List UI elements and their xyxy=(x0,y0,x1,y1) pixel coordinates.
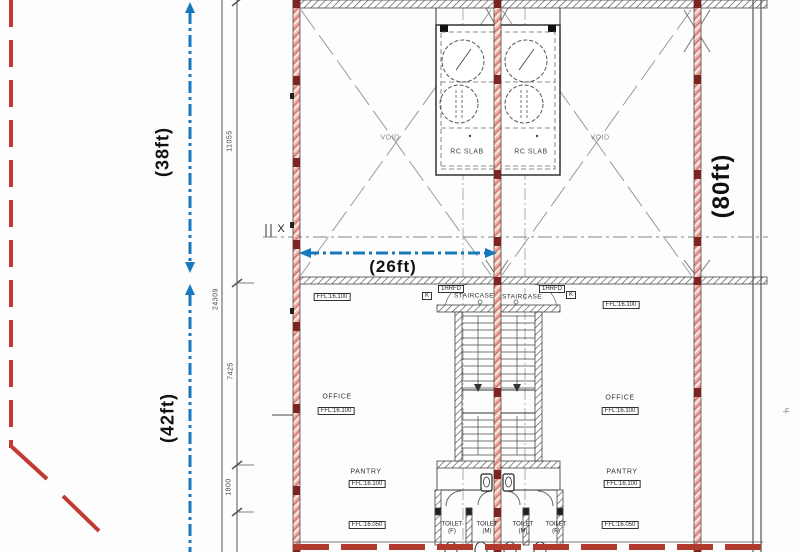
pantry-label-left: PANTRY xyxy=(350,468,382,476)
grid-label-x: X xyxy=(277,223,285,235)
dimension-label-26ft: (26ft) xyxy=(369,257,417,276)
toilet-gender: (M) xyxy=(482,528,492,534)
cistern-fixture xyxy=(481,474,492,491)
dimension-1800: 1800 xyxy=(225,478,233,496)
ffl-box-upper-right: FFL:16.100 xyxy=(603,301,640,309)
toilet-name: TOILET xyxy=(545,521,567,528)
k-marker-right: K xyxy=(566,291,576,299)
toilet-gender: (F) xyxy=(552,528,560,534)
fire-door-tag-left: 1HRFD xyxy=(438,285,464,293)
toilet-label xyxy=(513,521,534,534)
ffl-box-office-right: FFL:16.100 xyxy=(602,407,639,415)
ffl-box-low-left: FFL:16.050 xyxy=(349,521,386,529)
ffl-box-pantry-left: FFL:16.100 xyxy=(349,480,386,488)
toilet-name: TOILET xyxy=(512,521,534,528)
toilet-label xyxy=(442,521,463,534)
toilet-gender: (M) xyxy=(518,528,528,534)
toilet-wall xyxy=(557,490,563,545)
office-label-left: OFFICE xyxy=(322,393,352,401)
door-swing-arc xyxy=(478,491,492,505)
staircase-label-right: STAIRCASE xyxy=(502,293,542,301)
rc-slab-label-right: RC SLAB xyxy=(514,148,548,156)
toilet-wall xyxy=(435,490,441,545)
fire-door-tag-right: 1HRFD xyxy=(539,285,565,293)
dimension-11055: 11055 xyxy=(226,130,234,152)
toilet-name: TOILET xyxy=(441,521,463,528)
ffl-box-office-left: FFL:16.100 xyxy=(318,407,355,415)
grid-label-edge: -F xyxy=(782,408,790,416)
toilet-gender: (F) xyxy=(448,528,456,534)
stair-wall xyxy=(455,312,462,461)
door-swing-arc xyxy=(446,491,461,506)
ffl-box-low-right: FFL:16.050 xyxy=(602,521,639,529)
dimension-lines xyxy=(222,0,254,552)
rc-slab-label-left: RC SLAB xyxy=(450,148,484,156)
void-label-left: VOID xyxy=(380,134,400,142)
toilet-label xyxy=(477,521,498,534)
void-label-right: VOID xyxy=(590,134,610,142)
door-swing-arc xyxy=(506,491,520,505)
dimension-label-42ft: (42ft) xyxy=(157,393,178,443)
k-marker-left: K xyxy=(422,292,432,300)
property-boundary-line xyxy=(11,0,99,531)
pantry-label-right: PANTRY xyxy=(606,468,638,476)
door-swing-arc xyxy=(538,491,553,506)
ffl-box-pantry-right: FFL:16.100 xyxy=(604,480,641,488)
toilet-label xyxy=(546,521,567,534)
dimension-label-80ft: (80ft) xyxy=(708,153,735,219)
toilet-name: TOILET xyxy=(476,521,498,528)
dimension-label-38ft: (38ft) xyxy=(152,127,173,177)
office-label-right: OFFICE xyxy=(605,394,635,402)
cistern-fixture xyxy=(503,474,514,491)
dimension-24309: 24309 xyxy=(212,288,220,310)
dimension-7425: 7425 xyxy=(227,362,235,380)
staircase-label-left: STAIRCASE xyxy=(454,292,494,300)
ffl-box-upper-left: FFL:16.100 xyxy=(314,293,351,301)
stair-wall xyxy=(535,312,542,461)
